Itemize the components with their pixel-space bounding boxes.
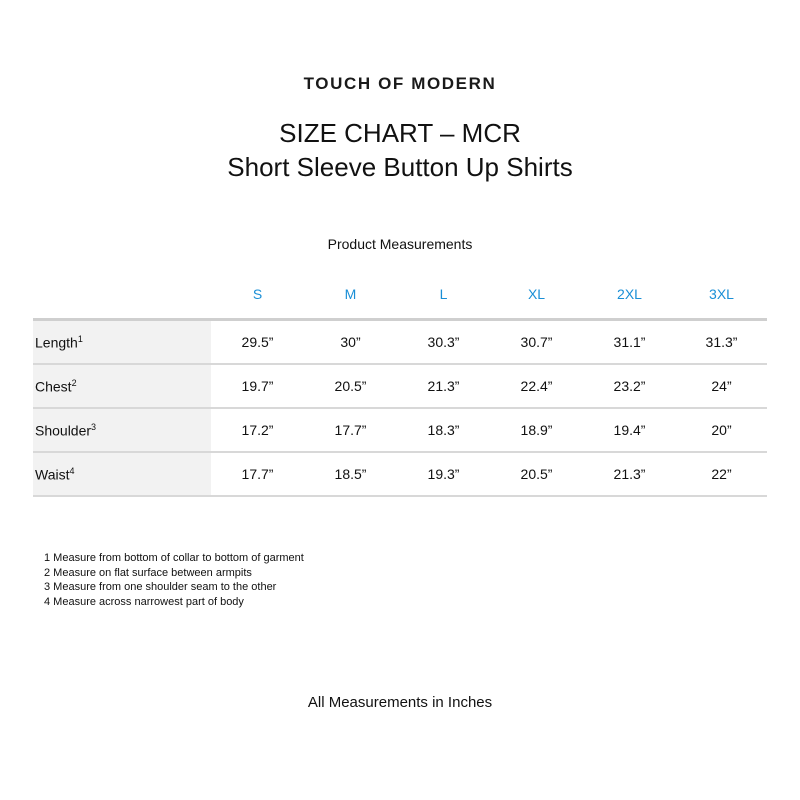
size-header-3xl: 3XL xyxy=(709,286,734,302)
table-cell: 17.7” xyxy=(304,408,397,452)
table-cell: 21.3” xyxy=(397,364,490,408)
size-header-row xyxy=(33,270,767,320)
size-header-l: L xyxy=(439,286,448,302)
table-cell: 23.2” xyxy=(583,364,676,408)
page-title: SIZE CHART – MCR xyxy=(279,118,521,148)
table-cell: 17.7” xyxy=(211,452,304,496)
row-label xyxy=(33,364,211,408)
size-header-xl: XL xyxy=(527,286,546,302)
footnote-marker: 3 xyxy=(91,421,97,432)
row-label-text: Chest xyxy=(35,378,72,395)
table-cell: 30” xyxy=(304,320,397,365)
table-cell: 21.3” xyxy=(583,452,676,496)
footnote-3: 3 Measure from one shoulder seam to the other xyxy=(44,581,277,593)
table-cell: 18.9” xyxy=(490,408,583,452)
table-cell: 31.1” xyxy=(583,320,676,365)
units-note: All Measurements in Inches xyxy=(307,694,493,711)
table-row-length xyxy=(33,320,767,365)
footnote-marker: 4 xyxy=(69,465,75,476)
table-cell: 19.3” xyxy=(397,452,490,496)
table-cell: 22” xyxy=(676,452,767,496)
table-cell: 29.5” xyxy=(211,320,304,365)
table-cell: 30.3” xyxy=(397,320,490,365)
table-cell: 30.7” xyxy=(490,320,583,365)
header-corner xyxy=(33,270,211,320)
row-label xyxy=(33,320,211,365)
table-cell: 20.5” xyxy=(304,364,397,408)
row-label xyxy=(33,408,211,452)
footnote-2: 2 Measure on flat surface between armpits xyxy=(44,566,252,579)
row-label-text: Shoulder xyxy=(35,422,92,439)
table-cell: 19.4” xyxy=(583,408,676,452)
row-label xyxy=(33,452,211,496)
table-cell: 24” xyxy=(676,364,767,408)
table-row-chest xyxy=(33,364,767,408)
row-label-text: Waist xyxy=(35,466,70,483)
table-cell: 18.3” xyxy=(397,408,490,452)
size-header-2xl: 2XL xyxy=(617,286,642,302)
table-cell: 20.5” xyxy=(490,452,583,496)
footnote-4: 4 Measure across narrowest part of body xyxy=(44,595,244,608)
table-row-shoulder xyxy=(33,408,767,452)
size-chart-table xyxy=(33,270,767,497)
table-cell: 20” xyxy=(676,408,767,452)
size-header-s: S xyxy=(252,286,263,302)
page-subtitle: Short Sleeve Button Up Shirts xyxy=(227,152,573,182)
section-title: Product Measurements xyxy=(327,236,473,252)
table-cell: 31.3” xyxy=(676,320,767,365)
table-row-waist xyxy=(33,452,767,496)
footnote-marker: 2 xyxy=(71,377,77,388)
row-label-text: Length xyxy=(35,334,78,351)
table-cell: 17.2” xyxy=(211,408,304,452)
table-cell: 22.4” xyxy=(490,364,583,408)
footnote-marker: 1 xyxy=(77,333,83,344)
footnotes xyxy=(44,551,304,609)
table-cell: 19.7” xyxy=(211,364,304,408)
footnote-1: 1 Measure from bottom of collar to bottom of garment xyxy=(44,552,304,564)
brand-logo: TOUCH OF MODERN xyxy=(303,74,497,93)
size-header-m: M xyxy=(344,286,357,302)
table-cell: 18.5” xyxy=(304,452,397,496)
